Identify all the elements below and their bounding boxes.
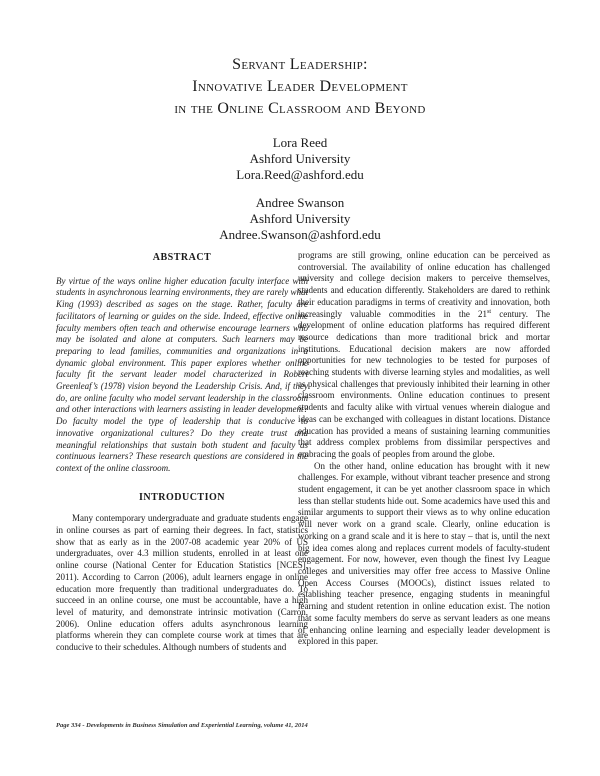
- right-column: [298, 250, 550, 648]
- introduction-heading: INTRODUCTION: [138, 491, 225, 503]
- right-paragraph-1: [298, 250, 550, 461]
- title-line-2: Innovative Leader Development: [192, 78, 408, 95]
- introduction-paragraph: Many contemporary undergraduate and graduate students engage in online courses as part of earning their degrees. In fact, statistics show that as early as in the 2007-08 academic year 20% of US undergraduates, over 4.3 million students, enrolled in at least one online course (National Center for Education Statistics [NCES], 2011). According to Carron (2006), adult learners engage in online education more frequently than traditional undergraduates do. To succeed in an online course, one must be accountable, have a high level of maturity, and demonstrate intrinsic motivation (Carron, 2006). Online education offers adults asynchronous learning platforms wherein they can complete course work at times that are conducive to their schedules. Although numbers of students and: [56, 513, 308, 653]
- title-line-1: Servant Leadership:: [232, 56, 368, 73]
- author-name: Lora Reed: [272, 135, 328, 150]
- title-line-3: in the Online Classroom and Beyond: [174, 100, 426, 117]
- author-affiliation: Ashford University: [249, 211, 351, 226]
- abstract-text: By virtue of the ways online higher education faculty interface with students in asynchronous learning environments, they are rarely what King (1993) described as sages on the stage. Rather, faculty are facilitators of learning or guides on the side. Indeed, effective online faculty members often teach and otherwise encourage learners who may be isolated and alone at computers. Such learners may be preparing to lead families, communities and organizations in a dynamic global environment. This paper explores whether online faculty fit the servant leader model characterized in Robert Greenleaf’s (1978) vision beyond the Leadership Crisis. And, if they do, are online faculty who model servant leadership in the classroom and other interactions with learners assisting in leader development? Do faculty model the type of leadership that is conducive to innovative organizational cultures? Do they create trust and meaningful relationships that sustain both student and faculty as continuous learners? These research questions are considered in the context of the online classroom.: [56, 275, 308, 473]
- author-name: Andree Swanson: [255, 195, 345, 210]
- left-column: [56, 252, 308, 654]
- author-block-1: [0, 135, 600, 183]
- superscript-st: st: [487, 308, 492, 315]
- author-affiliation: Ashford University: [249, 151, 351, 166]
- abstract-heading: ABSTRACT: [152, 252, 212, 263]
- author-email[interactable]: Andree.Swanson@ashford.edu: [219, 227, 381, 242]
- right-paragraph-2: On the other hand, online education has brought with it new challenges. For example, without vibrant teacher presence and strong student engagement, it can be yet another classroom space in which less than stellar students hide out. Some academics have used this and similar arguments to support their views as to why online education will never work on a grand scale. Clearly, online education is working on a grand scale and it is here to stay – that is, until the next big idea comes along and replaces current models of faculty-student engagement. For now, however, even though the finest Ivy League colleges and universities may offer free access to Massive Online Open Access Courses (MOOCs), distinct issues related to establishing teacher presence, engaging students in meaningful learning and student retention in online education exist. The notion that some faculty members do serve as servant leaders as one means of enhancing online learning and especially leader development is explored in this paper.: [298, 460, 550, 647]
- author-block-2: [0, 195, 600, 243]
- page-footer: Page 334 - Developments in Business Simulation and Experiential Learning, volume 41, 2014: [56, 722, 308, 729]
- right-paragraph-1a: programs are still growing, online education can be perceived as controversial. The availability of online education has challenged university and college decision makers to perceive themselves, students and education differently. Stakeholders are dared to rethink their education paradigms in terms of creativity and innovation, both increasingly valuable commodities in the 21: [298, 250, 550, 319]
- author-email[interactable]: Lora.Reed@ashford.edu: [236, 167, 364, 182]
- paper-title: [0, 54, 600, 120]
- right-paragraph-1b: century. The development of online education platforms has required different resource dedications than more traditional brick and mortar institutions. Educational decision makers are now afforded opportunities for new technologies to be tested for purposes of reaching students with diverse learning styles and modalities, as well as physical challenges that previously inhibited their learning in other classroom environments. Online education continues to present students and faculty alike with virtual venues wherein dialogue and ideas can be exchanged with colleagues in distant locations. Distance education has provided a means of sustaining learning communities that address complex problems from dissimilar perspectives and embracing the goals of peoples from around the globe.: [298, 308, 550, 459]
